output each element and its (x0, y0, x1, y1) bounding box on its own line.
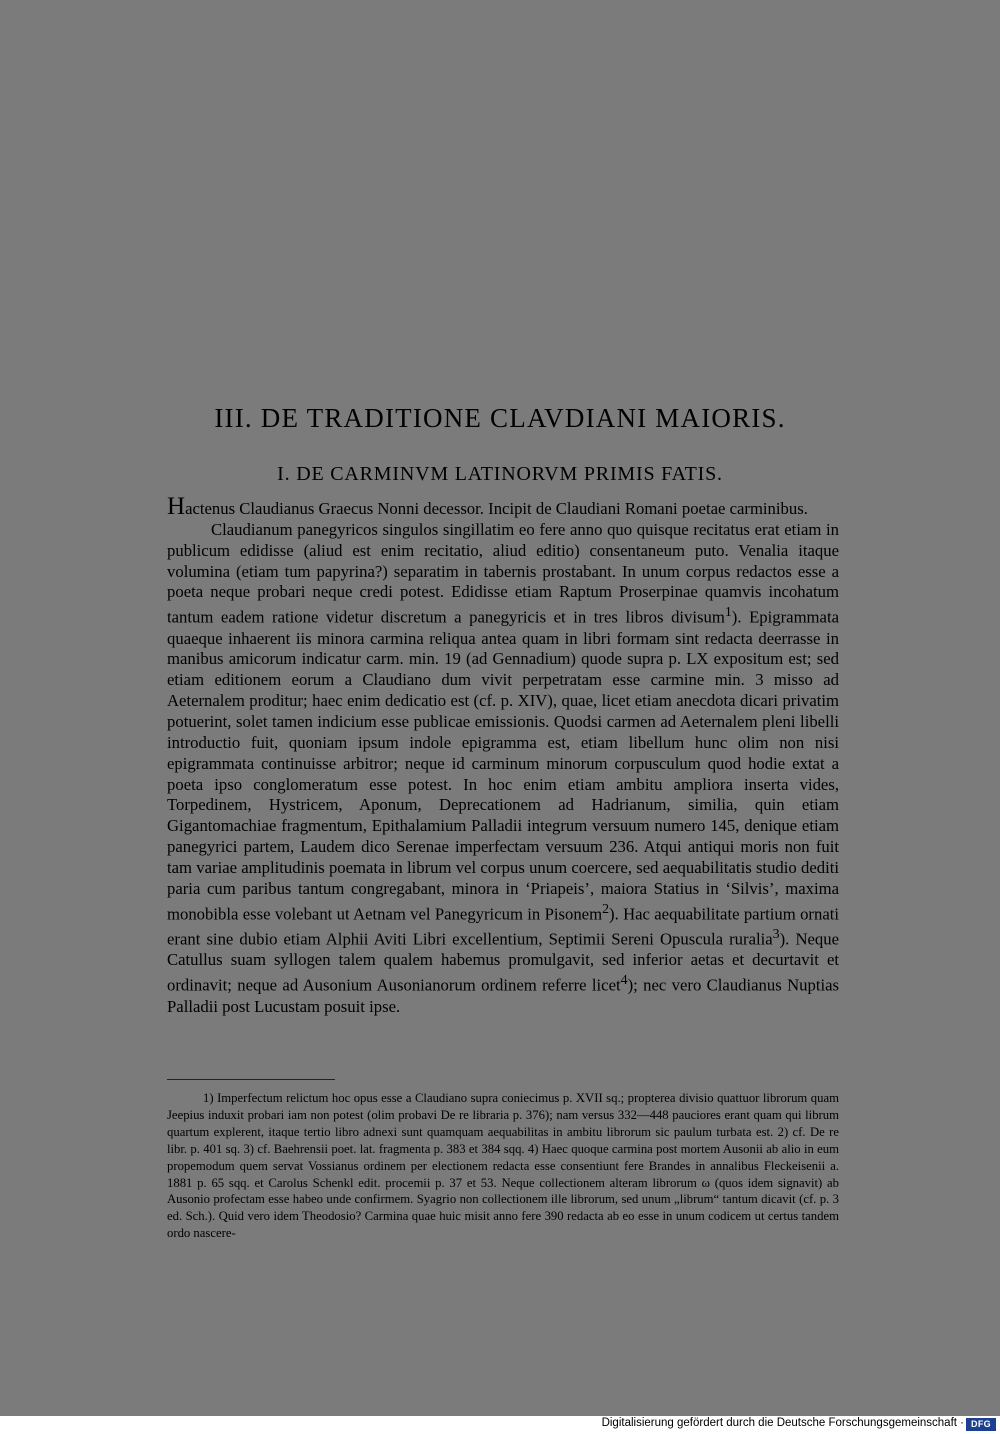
footnotes-text: 1) Imperfectum relictum hoc opus esse a Claudiano supra coniecimus p. XVII sq.; propterea divisio quattuor librorum quam Jeepius induxit probari iam non potest (olim probavi De re libraria p. 376); nam versus 332—448 pauciores erant quam qui librum quartum explerent, itaque tertio libro adnexi sunt quamquam aequabilitas in ambitu librorum sic paulum turbata est. 2) cf. De re libr. p. 401 sq. 3) cf. Baehrensii poet. lat. fragmenta p. 383 et 384 sqq. 4) Haec quoque carmina post mortem Ausonii ab alio in eum propemodum quem servat Vossianus ordinem per electionem redacta esse consentiunt fere Brandes in annalibus Fleckeisenii a. 1881 p. 65 sqq. et Carolus Schenkl edit. procemii p. 37 et 53. Neque collectionem alteram librorum ω (quos idem signavit) ab Ausonio profectam esse habeo unde confirmem. Syagrio non collectionem ille librorum, sed unum „librum“ tantum dicavit (cf. p. 3 ed. Sch.). Quid vero idem Theodosio? Carmina quae huic misit anno fere 390 redacta ab eo esse in unum codicem ut certus tandem ordo nascere- (167, 1091, 839, 1241)
footnotes (167, 1090, 839, 1242)
paragraph-main-part5: ); nec vero Claudianus Nuptias Palladii post Lucustam posuit ipse. (167, 975, 839, 1016)
paragraph-main-part2: ). Epigrammata quaeque inhaerent iis minora carmina reliqua antea quam in libri formam sint redacta deerrasse in manibus amicorum indicatur carm. min. 19 (ad Gennadium) quode supra p. LX expositum est; sed etiam editionem eorum a Claudiano dum vivit perpetratam esse carmine min. 3 misso ad Aeternalem proditur; haec enim dedicatio est (cf. p. XIV), quae, licet etiam anecdota dicari privatim potuerint, solet tamen indicium esse publicae emissionis. Quodsi carmen ad Aeternalem pleni libelli introductio fuit, quoniam ipsum indole epigramma est, etiam libellum hunc olim non nisi epigrammata continuisse arbitror; neque id carminum minorum corpusculum quod hodie extat a poeta ipso conglomeratum esse potest. In hoc enim etiam ambitu ampliora inserta vides, Torpedinem, Hystricem, Aponum, Deprecationem ad Hadrianum, similia, quin etiam Gigantomachiae fragmentum, Epithalamium Palladii integrum versuum numero 145, denique etiam panegyrici partem, Laudem dico Serenae imperfectam versuum 236. Atqui antiqui moris non fuit tam variae amplitudinis poemata in librum vel corpus unum coercere, sed aequabilitatis studio dediti paria cum paribus tantum congregabant, minora in ‘Priapeis’, maiora Statius in ‘Silvis’, maxima monobibla esse volebant ut Aetnam vel Panegyricum in Pisonem (167, 607, 839, 924)
dfg-logo: DFG (966, 1418, 996, 1431)
footnote-ref-1: 1 (724, 605, 732, 621)
footnote-rule (167, 1079, 335, 1080)
footnote-ref-2: 2 (602, 901, 610, 917)
paragraph-intro-text: actenus Claudianus Graecus Nonni decessor. Incipit de Claudiani Romani poetae carminibus. (185, 499, 808, 518)
paragraph-main-part4: ). Neque Catullus suam syllogen talem qualem habemus promulgavit, sed inferior aetas et decurtavit et ordinavit; neque ad Ausonium Ausonianorum ordinem referre licet (167, 929, 839, 995)
drop-cap: H (167, 493, 186, 520)
footer-bar (0, 1416, 1000, 1434)
paragraph-main-part3: ). Hac aequabilitate partium ornati erant sine dubio etiam Alphii Aviti Libri excellentium, Septimii Sereni Opuscula ruralia (167, 904, 839, 949)
section-title: I. DE CARMINVM LATINORVM PRIMIS FATIS. (277, 463, 723, 485)
chapter-title: III. DE TRADITIONE CLAVDIANI MAIORIS. (214, 403, 786, 433)
paragraph-main (167, 520, 839, 1018)
footnote-ref-3: 3 (772, 927, 780, 942)
footnote-ref-4: 4 (620, 973, 628, 989)
body-text (167, 493, 839, 1018)
funding-notice: Digitalisierung gefördert durch die Deutsche Forschungsgemeinschaft · (601, 1417, 964, 1429)
paragraph-main-part1: Claudianum panegyricos singulos singillatim eo fere anno quo quisque recitatus erat etiam in publicum edidisse (aliud est enim recitatio, aliud editio) consentaneum puto. Venalia itaque volumina (etiam tum papyrina?) separatim in tabernis prostabant. In unum corpus redactos esse a poeta neque probari neque credi potest. Edidisse etiam Raptum Proserpinae quamvis incohatum tantum eadem ratione videtur discretum a panegyricis et in tres libros divisum (167, 519, 839, 627)
paragraph-intro (167, 493, 839, 520)
